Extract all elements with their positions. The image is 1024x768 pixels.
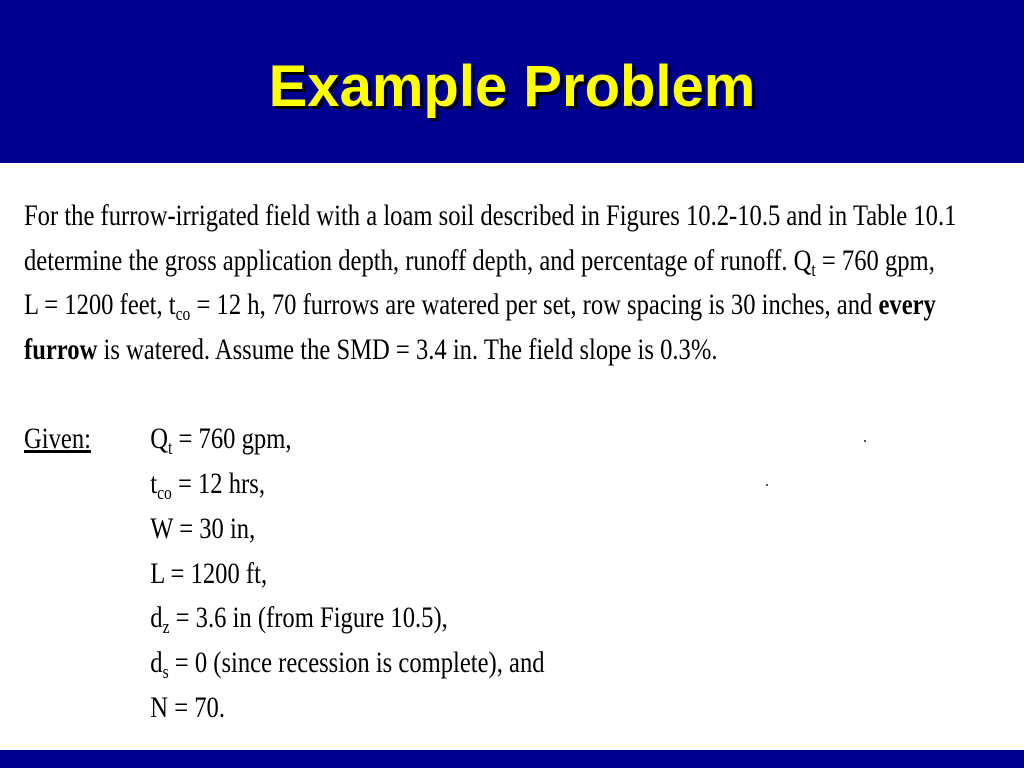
problem-text: is watered. Assume the SMD = 3.4 in. The field slope is 0.3%. — [97, 333, 718, 367]
speck — [864, 440, 866, 442]
problem-text: = 760 gpm, — [815, 243, 935, 277]
given-text: d — [150, 601, 163, 635]
title-banner — [0, 0, 1024, 163]
subscript: t — [168, 438, 173, 460]
given-label: Given: — [24, 422, 91, 456]
given-item — [24, 552, 836, 597]
given-item — [24, 596, 836, 641]
subscript: t — [811, 259, 816, 281]
subscript: s — [162, 661, 169, 683]
spacer — [24, 373, 836, 418]
given-text: L = 1200 ft, — [150, 556, 268, 590]
given-text: t — [150, 467, 158, 501]
problem-text: determine the gross application depth, runoff depth, and percentage of runoff. Q — [24, 243, 812, 277]
problem-text: = 12 h, 70 furrows are watered per set, row spacing is 30 inches, and — [190, 288, 879, 322]
slide-body — [24, 194, 957, 730]
given-text: = 0 (since recession is complete), and — [168, 645, 545, 679]
problem-text: L = 1200 feet, t — [24, 288, 176, 322]
problem-text: For the furrow-irrigated field with a loam soil described in Figures 10.2-10.5 and in Table 10.1 — [24, 199, 957, 232]
problem-line-1 — [24, 194, 957, 239]
emphasis-text: furrow — [24, 333, 98, 367]
given-text: = 3.6 in (from Figure 10.5), — [169, 601, 448, 635]
emphasis-text: every — [878, 288, 936, 322]
given-text: = 12 hrs, — [171, 467, 265, 501]
given-text: W = 30 in, — [150, 511, 256, 545]
given-item — [24, 462, 836, 507]
given-item — [150, 417, 291, 462]
given-row-first — [24, 417, 836, 462]
problem-line-2 — [24, 239, 935, 284]
given-item — [24, 686, 836, 731]
problem-line-3 — [24, 283, 936, 328]
given-item — [24, 641, 836, 686]
given-text: Q — [150, 422, 169, 456]
given-item — [24, 507, 836, 552]
subscript: co — [175, 304, 191, 326]
subscript: z — [162, 617, 170, 639]
given-text: N = 70. — [150, 690, 225, 724]
speck — [766, 484, 768, 486]
slide-title: Example Problem — [268, 54, 756, 119]
problem-line-4 — [24, 328, 836, 373]
subscript: co — [157, 483, 172, 505]
given-text: d — [150, 645, 163, 679]
footer-bar — [0, 750, 1024, 768]
given-text: = 760 gpm, — [172, 422, 292, 456]
